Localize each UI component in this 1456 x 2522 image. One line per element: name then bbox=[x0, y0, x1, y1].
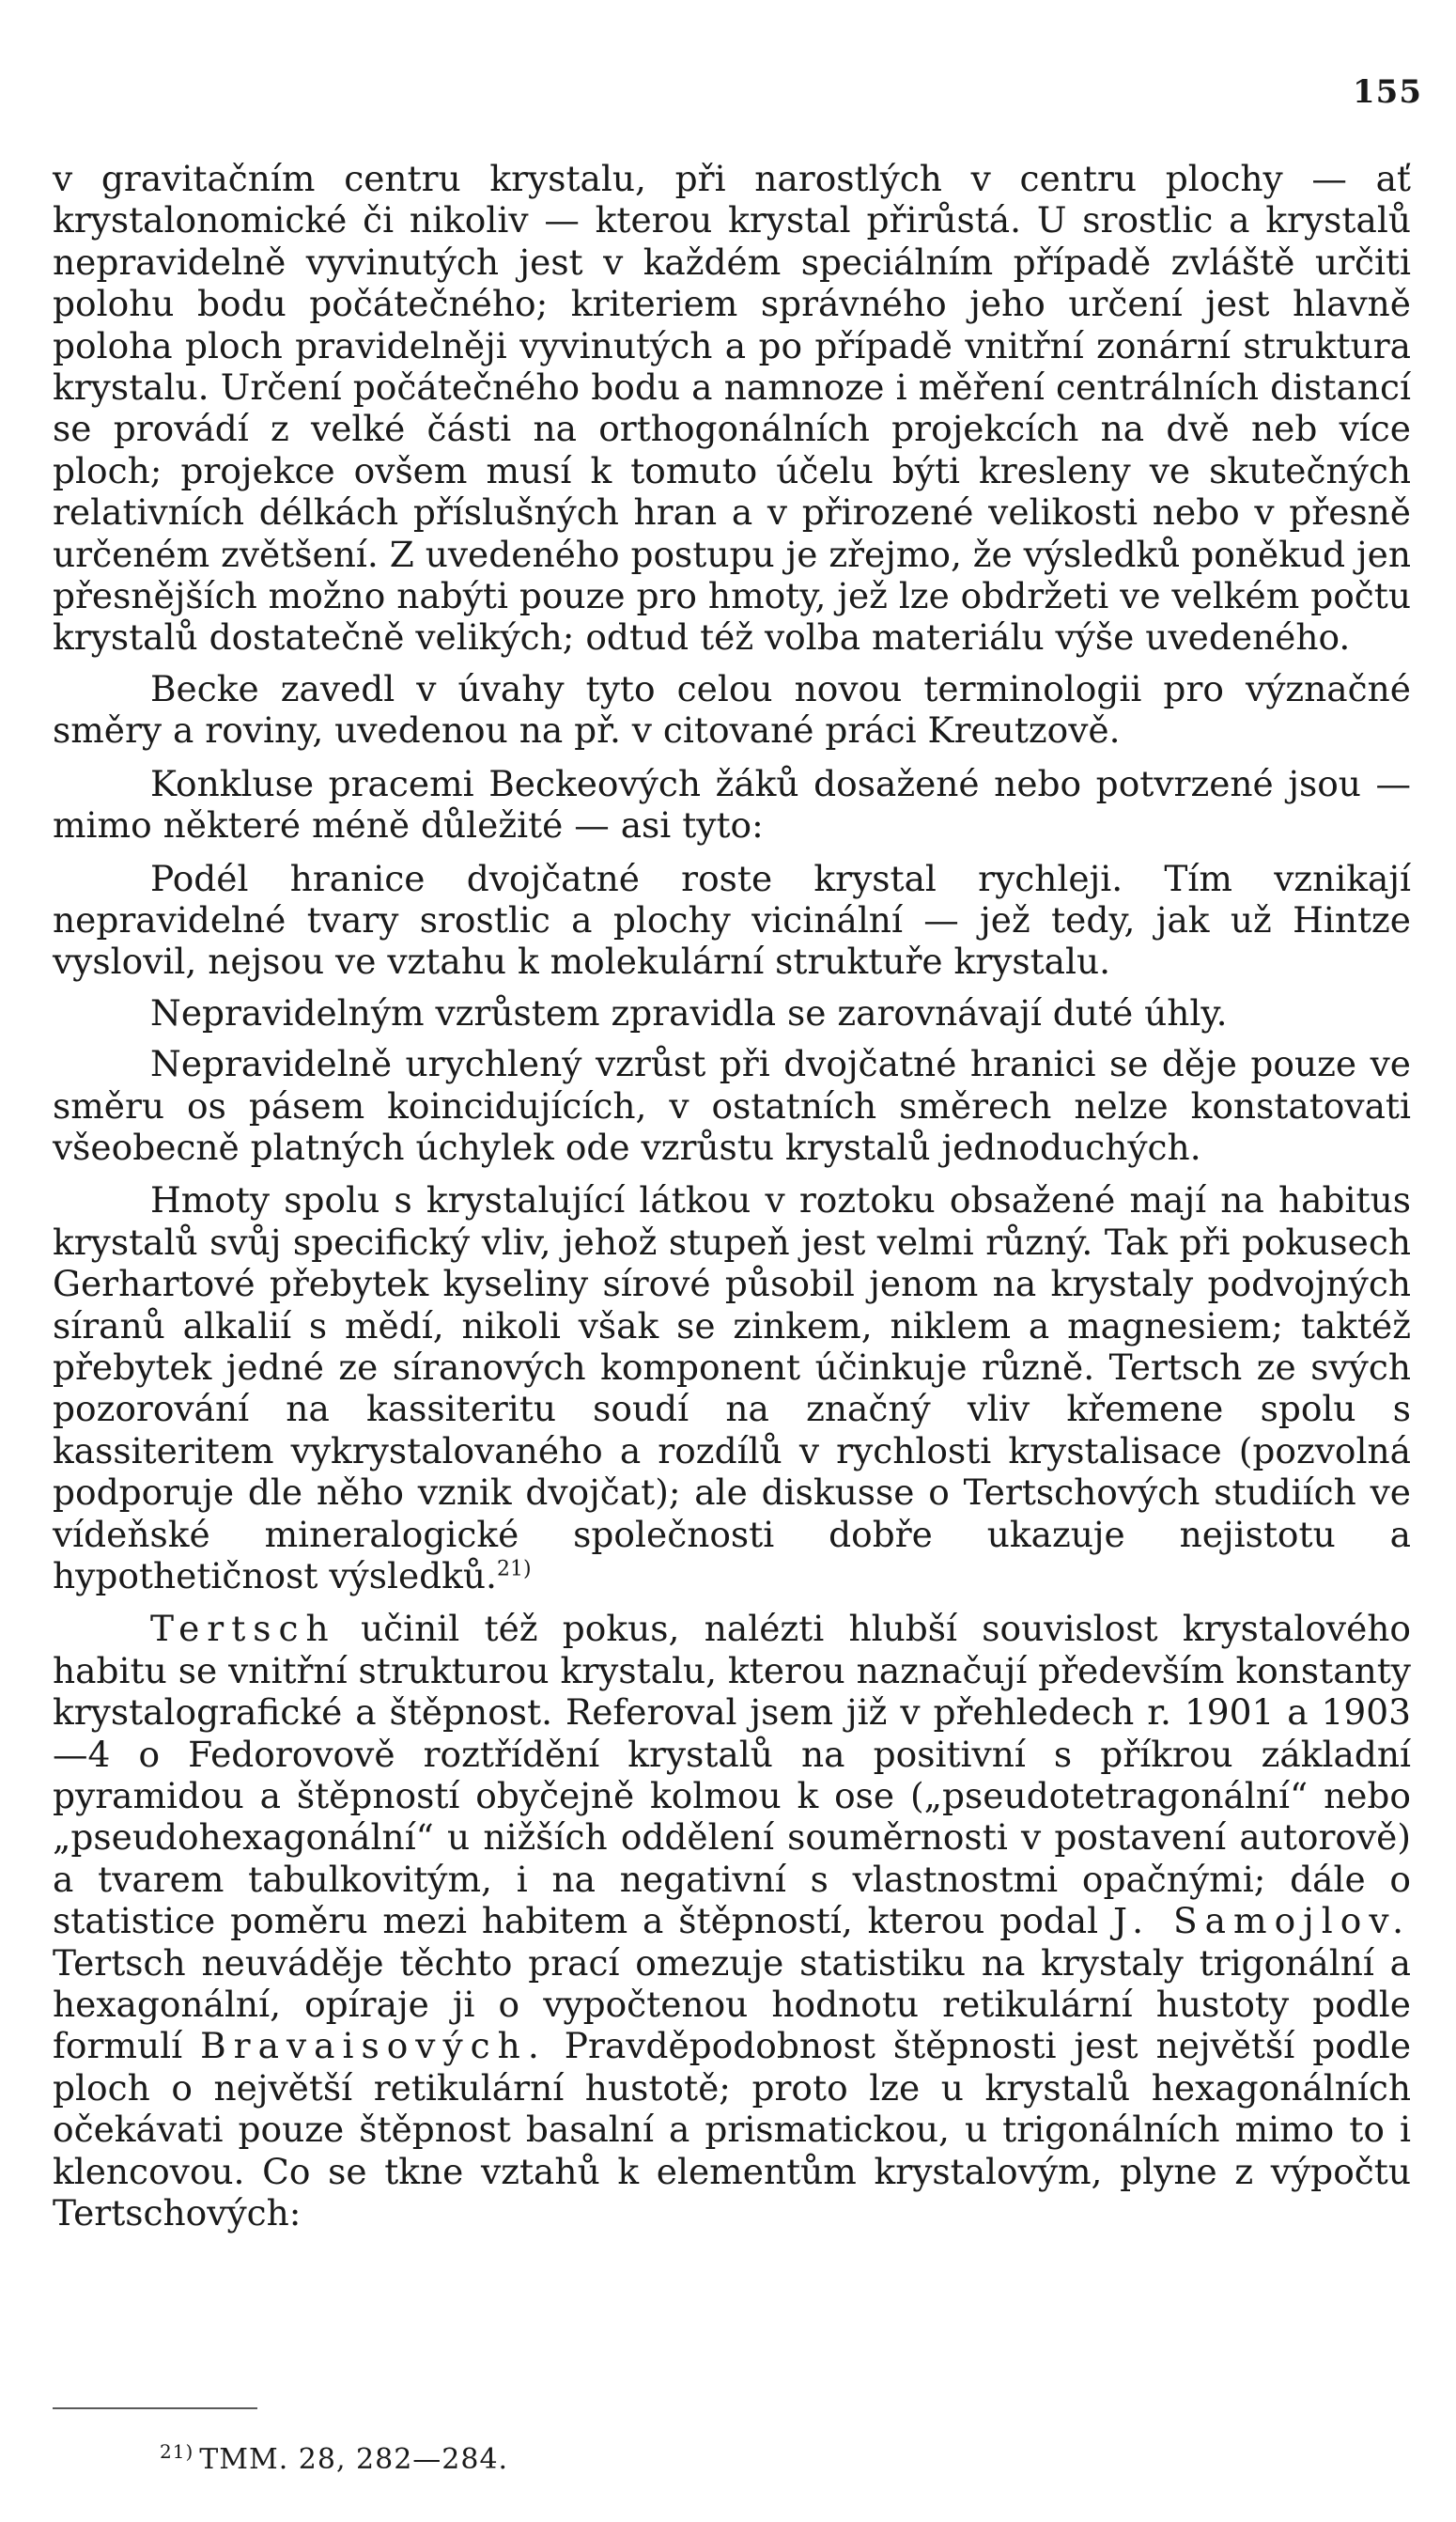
paragraph-8-text-c: Pravděpodobnost štěpnosti jest největší podle ploch o největší retikulární hustotě; proto lze u krystalů hexagonálních očekávati pouze štěpnost basalní a prismatickou, u trigonálních mimo to i klencovou. Co se tkne vztahů k elementům krystalovým, plyne z výpočtu Tertschových: bbox=[53, 2025, 1412, 2234]
paragraph-8-text-b: Tertsch neuváděje těchto prací omezuje statistiku na krystaly trigonální a hexagonální, opíraje ji o vypočtenou hodnotu retikulární hustoty podle formulí bbox=[53, 1941, 1411, 2067]
footnote-mark: 21) bbox=[160, 2440, 194, 2463]
author-name-bravais: Bravaisových. bbox=[200, 2025, 547, 2067]
author-name-tertsch: Tertsch bbox=[150, 1608, 336, 1650]
body-text bbox=[53, 158, 1411, 2234]
paragraph-5: Nepravidelným vzrůstem zpravidla se zarovnávají duté úhly. bbox=[150, 991, 1228, 1034]
author-name-samojlov: J. Samojlov. bbox=[1113, 1900, 1412, 1942]
footnote-divider bbox=[53, 2407, 257, 2409]
footnote-ref: 21) bbox=[496, 1557, 532, 1581]
paragraph-1: v gravitačním centru krystalu, při narostlých v centru plochy — ať krystalonomické či nikoliv — kterou krystal přirůstá. U srostlic a krystalů nepravidelně vyvinutých jest v každém speciálním případě zvláště určiti polohu bodu počátečného; kriteriem správného jeho určení jest hlavně poloha ploch pravidelněji vyvinutých a po případě vnitřní zonární struktura krystalu. Určení počátečného bodu a namnoze i měření centrálních distancí se provádí z velké části na orthogonálních projekcích na dvě neb více ploch; projekce ovšem musí k tomuto účelu býti kresleny ve skutečných relativních délkách příslušných hran a v přirozené velikosti nebo v přesně určeném zvětšení. Z uvedeného postupu je zřejmo, že výsledků poněkud jen přesnějších možno nabýti pouze pro hmoty, jež lze obdržeti ve velkém počtu krystalů dostatečně velikých; odtud též volba materiálu výše uvedeného. bbox=[53, 158, 1411, 659]
paragraph-7-text: Hmoty spolu s krystalující látkou v roztoku obsažené mají na habitus krystalů svůj specifický vliv, jehož stupeň jest velmi různý. Tak při pokusech Gerhartové přebytek kyseliny sírové působil jenom na krystaly podvojných síranů alkalií s mědí, nikoli však se zinkem, niklem a magnesiem; taktéž přebytek jedné ze síranových komponent účinkuje různě. Tertsch ze svých pozorování na kassiteritu soudí na značný vliv křemene spolu s kassiteritem vykrystalovaného a rozdílů v rychlosti krystalisace (pozvolná podporuje dle něho vznik dvojčat); ale diskusse o Tertschových studiích ve vídeňské mineralogické společnosti dobře ukazuje nejistotu a hypothetičnost výsledků. bbox=[53, 1179, 1411, 1596]
paragraph-7 bbox=[53, 1179, 1411, 1596]
paragraph-6: Nepravidelně urychlený vzrůst při dvojčatné hranici se děje pouze ve směru os pásem koincidujících, v ostatních směrech nelze konstatovati všeobecně platných úchylek ode vzrůstu krystalů jednoduchých. bbox=[53, 1043, 1411, 1168]
paragraph-8 bbox=[53, 1608, 1411, 2234]
paragraph-2: Becke zavedl v úvahy tyto celou novou terminologii pro význačné směry a roviny, uvedenou na př. v citované práci Kreutzově. bbox=[53, 667, 1411, 752]
paragraph-3: Konkluse pracemi Beckeových žáků dosažené nebo potvrzené jsou — mimo některé méně důležité — asi tyto: bbox=[53, 762, 1411, 847]
footnote-text: TMM. 28, 282—284. bbox=[199, 2443, 509, 2476]
footnote bbox=[160, 2440, 509, 2477]
paragraph-4: Podél hranice dvojčatné roste krystal rychleji. Tím vznikají nepravidelné tvary srostlic a plochy vicinální — jež tedy, jak už Hintze vyslovil, nejsou ve vztahu k molekulární struktuře krystalu. bbox=[53, 857, 1411, 983]
page-number: 155 bbox=[1353, 73, 1422, 111]
paragraph-8-text-a: učinil též pokus, nalézti hlubší souvislost krystalového habitu se vnitřní strukturou krystalu, kterou naznačují především konstanty krystalografické a štěpnost. Referoval jsem již v přehledech r. 1901 a 1903—4 o Fedorovově roztřídění krystalů na positivní s příkrou základní pyramidou a štěpností obyčejně kolmou k ose („pseudotetragonální“ nebo „pseudohexagonální“ u nižších oddělení souměrnosti v postavení autorově) a tvarem tabulkovitým, i na negativní s vlastnostmi opačnými; dále o statistice poměru mezi habitem a štěpností, kterou podal bbox=[53, 1608, 1412, 1942]
